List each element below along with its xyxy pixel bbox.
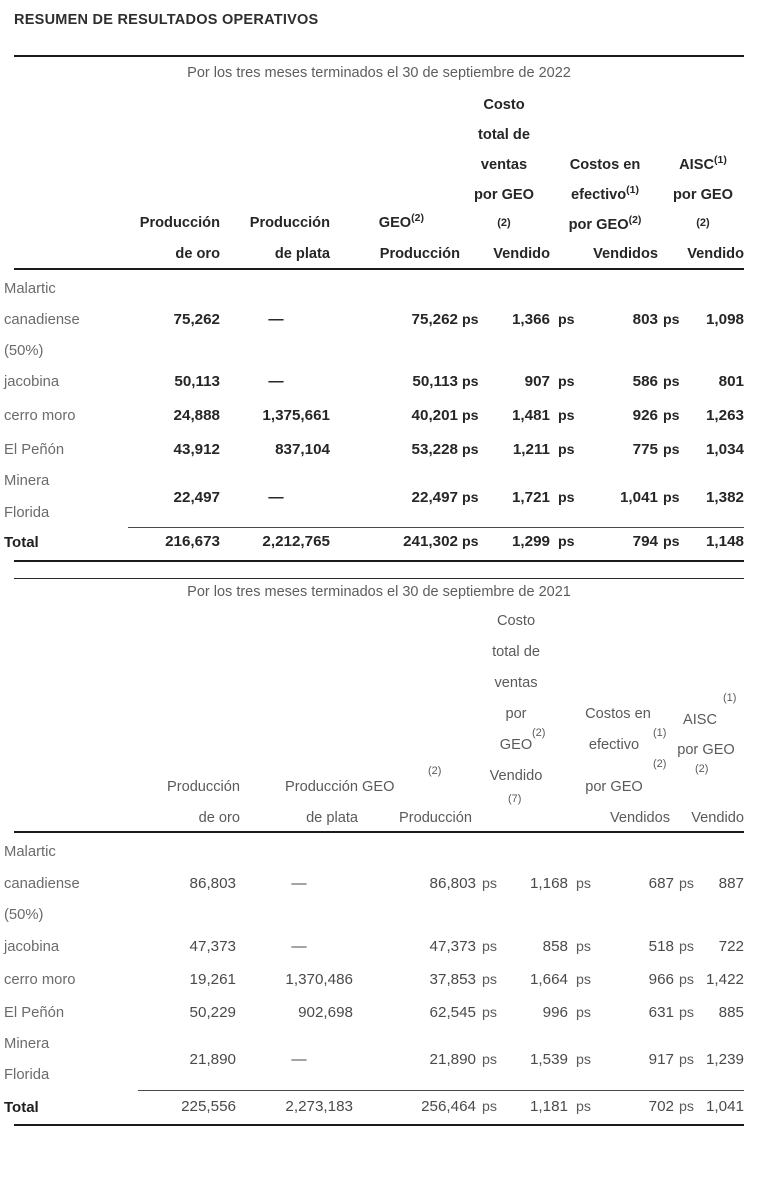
- currency-marker: ps: [576, 876, 591, 892]
- cell-gold: 86,803: [189, 875, 236, 892]
- table-row-label: Malartic: [4, 281, 56, 297]
- currency-marker: ps: [482, 1052, 497, 1068]
- cell-total-cost-sales: 1,664: [529, 971, 568, 988]
- currency-marker: ps: [663, 490, 680, 506]
- period-caption-2021: Por los tres meses terminados el 30 de septiembre de 2021: [187, 584, 571, 600]
- header-cash-superscript-1: (1): [653, 727, 667, 739]
- cell-gold: 75,262: [173, 311, 220, 328]
- header-tcs-superscript: (2): [497, 217, 511, 229]
- table-row-label: El Peñón: [4, 1005, 65, 1021]
- cell-geo: 50,113: [412, 373, 458, 390]
- cell-geo: 40,201: [411, 407, 458, 424]
- currency-marker: ps: [462, 312, 479, 328]
- cell-aisc: 1,034: [705, 441, 744, 458]
- cell-gold: 43,912: [173, 441, 220, 458]
- cell-total-cost-sales: 1,168: [529, 875, 568, 892]
- header-gold-line1: Producción: [166, 779, 240, 795]
- currency-marker: ps: [462, 442, 479, 458]
- total-silver: 2,273,183: [285, 1098, 353, 1115]
- cell-geo: 86,803: [429, 875, 476, 892]
- table-row-label: cerro moro: [4, 972, 76, 988]
- cell-aisc: 885: [718, 1004, 744, 1021]
- total-cash-cost: 794: [632, 533, 658, 550]
- header-tcs-line3: ventas: [494, 675, 538, 691]
- header-geo-superscript: (2): [411, 212, 424, 225]
- cell-silver: 837,104: [275, 441, 330, 458]
- cell-cash-cost: 1,041: [619, 489, 658, 506]
- cell-silver: —: [291, 1051, 307, 1068]
- cell-total-cost-sales: 996: [542, 1004, 568, 1021]
- header-gold-line2: de oro: [175, 246, 220, 262]
- header-geo-line2: Producción: [379, 246, 460, 262]
- header-bottom-rule: [14, 268, 744, 270]
- table-row-label: Minera: [4, 1036, 50, 1052]
- header-geo-line2: Producción: [398, 810, 472, 826]
- cell-total-cost-sales: 907: [524, 373, 550, 390]
- cell-gold: 22,497: [173, 489, 220, 506]
- header-tcs-line2: total de: [478, 127, 530, 143]
- table-row-label: canadiense: [4, 876, 80, 892]
- currency-marker: ps: [462, 534, 479, 550]
- table-row-label: El Peñón: [4, 442, 65, 458]
- currency-marker: ps: [679, 939, 694, 955]
- table-row-label: Florida: [4, 505, 50, 521]
- period-caption-2022: Por los tres meses terminados el 30 de septiembre de 2022: [187, 65, 571, 81]
- total-total-cost-sales: 1,181: [529, 1098, 568, 1115]
- currency-marker: ps: [663, 534, 680, 550]
- currency-marker: ps: [679, 876, 694, 892]
- cell-aisc: 1,263: [705, 407, 744, 424]
- total-label: Total: [4, 1099, 39, 1116]
- currency-marker: ps: [482, 876, 497, 892]
- total-top-rule: [138, 1090, 744, 1091]
- cell-gold: 24,888: [173, 407, 220, 424]
- table-row-label: (50%): [4, 343, 44, 359]
- total-geo: 241,302: [403, 533, 458, 550]
- cell-silver: 902,698: [298, 1004, 353, 1021]
- cell-aisc: 1,098: [705, 311, 744, 328]
- cell-silver: —: [268, 489, 284, 506]
- header-cash-line1: Costos en: [585, 706, 651, 722]
- header-aisc-superscript-2: (2): [695, 763, 709, 775]
- cell-gold: 19,261: [189, 971, 236, 988]
- currency-marker: ps: [462, 490, 479, 506]
- header-silver-line1: Producción: [249, 215, 330, 231]
- cell-silver: —: [268, 311, 284, 328]
- cell-total-cost-sales: 1,211: [512, 441, 550, 458]
- cell-geo: 62,545: [429, 1004, 476, 1021]
- currency-marker: ps: [663, 312, 680, 328]
- cell-gold: 21,890: [189, 1051, 236, 1068]
- table-bottom-rule: [14, 560, 744, 562]
- header-tcs-superscript-7: (7): [508, 793, 522, 805]
- currency-marker: ps: [576, 1005, 591, 1021]
- currency-marker: ps: [482, 1099, 497, 1115]
- header-bottom-rule: [14, 831, 744, 833]
- header-cash-line4: Vendidos: [593, 246, 658, 262]
- cell-total-cost-sales: 1,366: [511, 311, 550, 328]
- cell-aisc: 1,382: [705, 489, 744, 506]
- header-aisc-superscript-1: (1): [723, 692, 737, 704]
- cell-total-cost-sales: 1,721: [511, 489, 550, 506]
- currency-marker: ps: [558, 408, 575, 424]
- cell-gold: 50,229: [189, 1004, 236, 1021]
- currency-marker: ps: [679, 1005, 694, 1021]
- currency-marker: ps: [558, 312, 575, 328]
- header-geo-superscript: (2): [428, 765, 442, 777]
- header-aisc-line3: Vendido: [691, 810, 744, 826]
- header-tcs-line2: total de: [492, 644, 540, 660]
- header-cash-superscript-1: (1): [626, 184, 639, 197]
- cell-cash-cost: 586: [632, 373, 658, 390]
- cell-cash-cost: 926: [632, 407, 658, 424]
- header-cash-line4: Vendidos: [609, 810, 670, 826]
- currency-marker: ps: [679, 1052, 694, 1068]
- header-aisc-line2: por GEO: [673, 187, 733, 203]
- cell-cash-cost: 775: [632, 441, 658, 458]
- cell-geo: 53,228: [411, 441, 458, 458]
- currency-marker: ps: [663, 408, 680, 424]
- currency-marker: ps: [663, 374, 680, 390]
- header-tcs-line4: por GEO: [474, 187, 534, 203]
- header-silver-line2: de plata: [306, 810, 358, 826]
- header-cash-superscript-2: (2): [653, 758, 667, 770]
- total-cash-cost: 702: [648, 1098, 674, 1115]
- cell-aisc: 1,422: [705, 971, 744, 988]
- header-aisc-line4: Vendido: [687, 246, 744, 262]
- header-silver-line1: Producción: [284, 779, 358, 795]
- total-silver: 2,212,765: [262, 533, 330, 550]
- table-row-label: jacobina: [4, 374, 60, 390]
- cell-geo: 21,890: [429, 1051, 476, 1068]
- page-title: RESUMEN DE RESULTADOS OPERATIVOS: [14, 12, 319, 28]
- cell-silver: 1,370,486: [285, 971, 353, 988]
- cell-aisc: 801: [718, 373, 744, 390]
- header-aisc-superscript-1: (1): [714, 154, 727, 167]
- cell-aisc: 887: [718, 875, 744, 892]
- header-aisc-superscript-2: (2): [696, 217, 710, 229]
- header-geo-line1: [336, 212, 424, 231]
- cell-silver: —: [291, 875, 307, 892]
- table-row-label: Florida: [4, 1067, 50, 1083]
- header-tcs-line6: Vendido: [493, 246, 550, 262]
- currency-marker: ps: [482, 939, 497, 955]
- currency-marker: ps: [576, 1099, 591, 1115]
- header-silver-line2: de plata: [274, 246, 330, 262]
- header-aisc-text: AISC: [679, 157, 715, 173]
- currency-marker: ps: [558, 442, 575, 458]
- cell-total-cost-sales: 1,539: [529, 1051, 568, 1068]
- currency-marker: ps: [462, 374, 479, 390]
- currency-marker: ps: [482, 972, 497, 988]
- total-aisc: 1,148: [705, 533, 744, 550]
- table-row-label: canadiense: [4, 312, 80, 328]
- header-tcs-line3: ventas: [480, 157, 528, 173]
- cell-gold: 47,373: [189, 938, 236, 955]
- header-geo-text: GEO: [378, 215, 412, 231]
- table-bottom-rule: [14, 1124, 744, 1126]
- header-cash-line2: [552, 184, 658, 203]
- cell-total-cost-sales: 1,481: [511, 407, 550, 424]
- header-aisc-line1: [660, 154, 746, 173]
- header-tcs-line1: Costo: [483, 97, 525, 113]
- total-gold: 216,673: [165, 533, 220, 550]
- header-aisc-line2: por GEO: [677, 742, 735, 758]
- header-cash-line2: efectivo: [588, 737, 640, 753]
- cell-cash-cost: 631: [648, 1004, 674, 1021]
- total-aisc: 1,041: [705, 1098, 744, 1115]
- cell-silver: 1,375,661: [262, 407, 330, 424]
- header-tcs-superscript-2: (2): [532, 727, 546, 739]
- cell-geo: 47,373: [429, 938, 476, 955]
- cell-cash-cost: 687: [648, 875, 674, 892]
- total-top-rule: [128, 527, 744, 528]
- table-row-label: cerro moro: [4, 408, 76, 424]
- total-label: Total: [4, 534, 39, 551]
- total-total-cost-sales: 1,299: [511, 533, 550, 550]
- currency-marker: ps: [576, 1052, 591, 1068]
- header-tcs-line6: Vendido: [489, 768, 543, 784]
- currency-marker: ps: [482, 1005, 497, 1021]
- cell-total-cost-sales: 858: [542, 938, 568, 955]
- cell-gold: 50,113: [174, 373, 220, 390]
- currency-marker: ps: [576, 939, 591, 955]
- header-tcs-line4: por: [505, 706, 527, 722]
- currency-marker: ps: [558, 534, 575, 550]
- currency-marker: ps: [462, 408, 479, 424]
- currency-marker: ps: [679, 972, 694, 988]
- header-tcs-line1: Costo: [496, 613, 536, 629]
- cell-cash-cost: 803: [632, 311, 658, 328]
- table-row-label: (50%): [4, 907, 44, 923]
- header-gold-line1: Producción: [139, 215, 220, 231]
- cell-geo: 22,497: [411, 489, 458, 506]
- currency-marker: ps: [679, 1099, 694, 1115]
- cell-cash-cost: 917: [648, 1051, 674, 1068]
- cell-geo: 37,853: [429, 971, 476, 988]
- table-row-label: Minera: [4, 473, 50, 489]
- cell-aisc: 1,239: [705, 1051, 744, 1068]
- currency-marker: ps: [558, 374, 575, 390]
- header-cash-line3: por GEO: [585, 779, 643, 795]
- header-cash-superscript-2: (2): [628, 214, 642, 227]
- header-cash-pergeo-text: por GEO: [568, 217, 629, 233]
- table-top-rule: [14, 578, 744, 579]
- total-geo: 256,464: [421, 1098, 476, 1115]
- cell-geo: 75,262: [411, 311, 458, 328]
- table-row-label: Malartic: [4, 844, 56, 860]
- table-top-rule: [14, 55, 744, 57]
- total-gold: 225,556: [181, 1098, 236, 1115]
- header-geo-line1: GEO: [362, 779, 395, 795]
- header-aisc-line1: AISC: [682, 712, 718, 728]
- header-gold-line2: de oro: [198, 810, 240, 826]
- currency-marker: ps: [576, 972, 591, 988]
- cell-cash-cost: 966: [648, 971, 674, 988]
- header-cash-line1: Costos en: [569, 157, 641, 173]
- header-cash-line3: [552, 214, 658, 233]
- cell-aisc: 722: [718, 938, 744, 955]
- header-cash-text: efectivo: [571, 187, 627, 203]
- currency-marker: ps: [663, 442, 680, 458]
- cell-cash-cost: 518: [648, 938, 674, 955]
- cell-silver: —: [268, 373, 284, 390]
- cell-silver: —: [291, 938, 307, 955]
- table-row-label: jacobina: [4, 939, 60, 955]
- currency-marker: ps: [558, 490, 575, 506]
- header-tcs-line5: GEO: [499, 737, 533, 753]
